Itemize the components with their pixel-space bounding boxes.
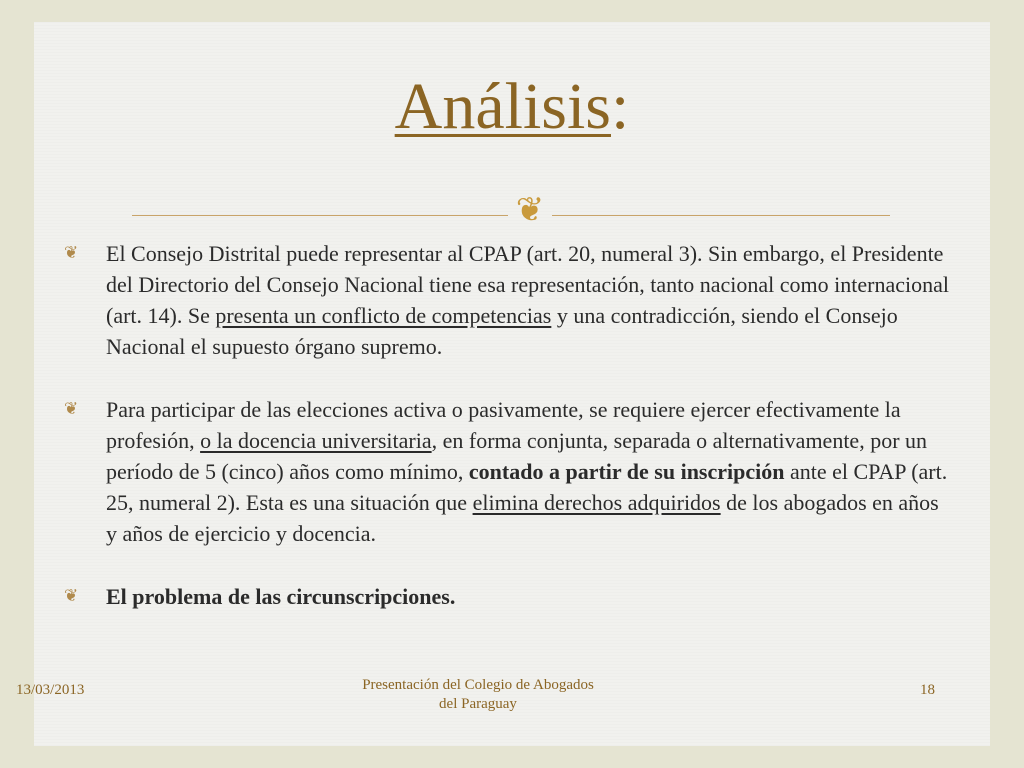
ornament-icon: ❦: [515, 190, 545, 230]
bullet-icon: ❦: [64, 399, 79, 419]
footer-title-line2: del Paraguay: [439, 696, 517, 712]
bullet-list: [64, 238, 954, 612]
slide: [34, 22, 990, 746]
bullet-text-segment: presenta un conflicto de competencias: [215, 303, 552, 328]
slide-title-text: Análisis: [394, 70, 611, 143]
bullet-text-segment: ante el CPAP (art. 25, numeral 2). Esta es una situación que: [106, 459, 948, 515]
bullet-text-segment: y una contradicción, siendo el Consejo Nacional el supuesto órgano supremo.: [106, 303, 898, 359]
bullet-text-segment: contado a partir de su inscripción: [468, 459, 785, 484]
bullet-text-segment: de los abogados en años y años de ejercicio y docencia.: [106, 490, 939, 546]
footer-title-line1: Presentación del Colegio de Abogados: [362, 677, 594, 693]
bullet-text-segment: Para participar de las elecciones activa o pasivamente, se requiere ejercer efectivamente la profesión,: [106, 397, 901, 453]
slide-title: [34, 70, 990, 143]
footer-page-number: 18: [920, 682, 935, 698]
bullet-text-segment: El problema de las circunscripciones.: [106, 584, 456, 609]
bullet-icon: ❦: [64, 586, 79, 606]
bullet-icon: ❦: [64, 243, 79, 263]
bullet-item: [64, 238, 954, 362]
divider-line-left: [132, 215, 508, 216]
bullet-text-segment: elimina derechos adquiridos: [472, 490, 721, 515]
bullet-text-segment: o la docencia universitaria: [200, 428, 432, 453]
bullet-item: [64, 581, 954, 612]
bullet-text-segment: , en forma conjunta, separada o alternativamente, por un período de 5 (cinco) años como mínimo,: [106, 428, 928, 484]
bullet-text: [106, 241, 949, 359]
bullet-text: [106, 584, 455, 609]
footer-date: 13/03/2013: [16, 682, 85, 698]
bullet-item: [64, 394, 954, 549]
bullet-text-segment: El Consejo Distrital puede representar al CPAP (art. 20, numeral 3). Sin embargo, el Presidente del Directorio del Consejo Nacional tiene esa representación, tanto nacional como internacional (art. 14). Se: [106, 241, 950, 328]
divider-line-right: [552, 215, 890, 216]
footer-presentation-title: [320, 676, 636, 714]
slide-title-colon: :: [611, 70, 630, 143]
bullet-text: [106, 397, 947, 546]
